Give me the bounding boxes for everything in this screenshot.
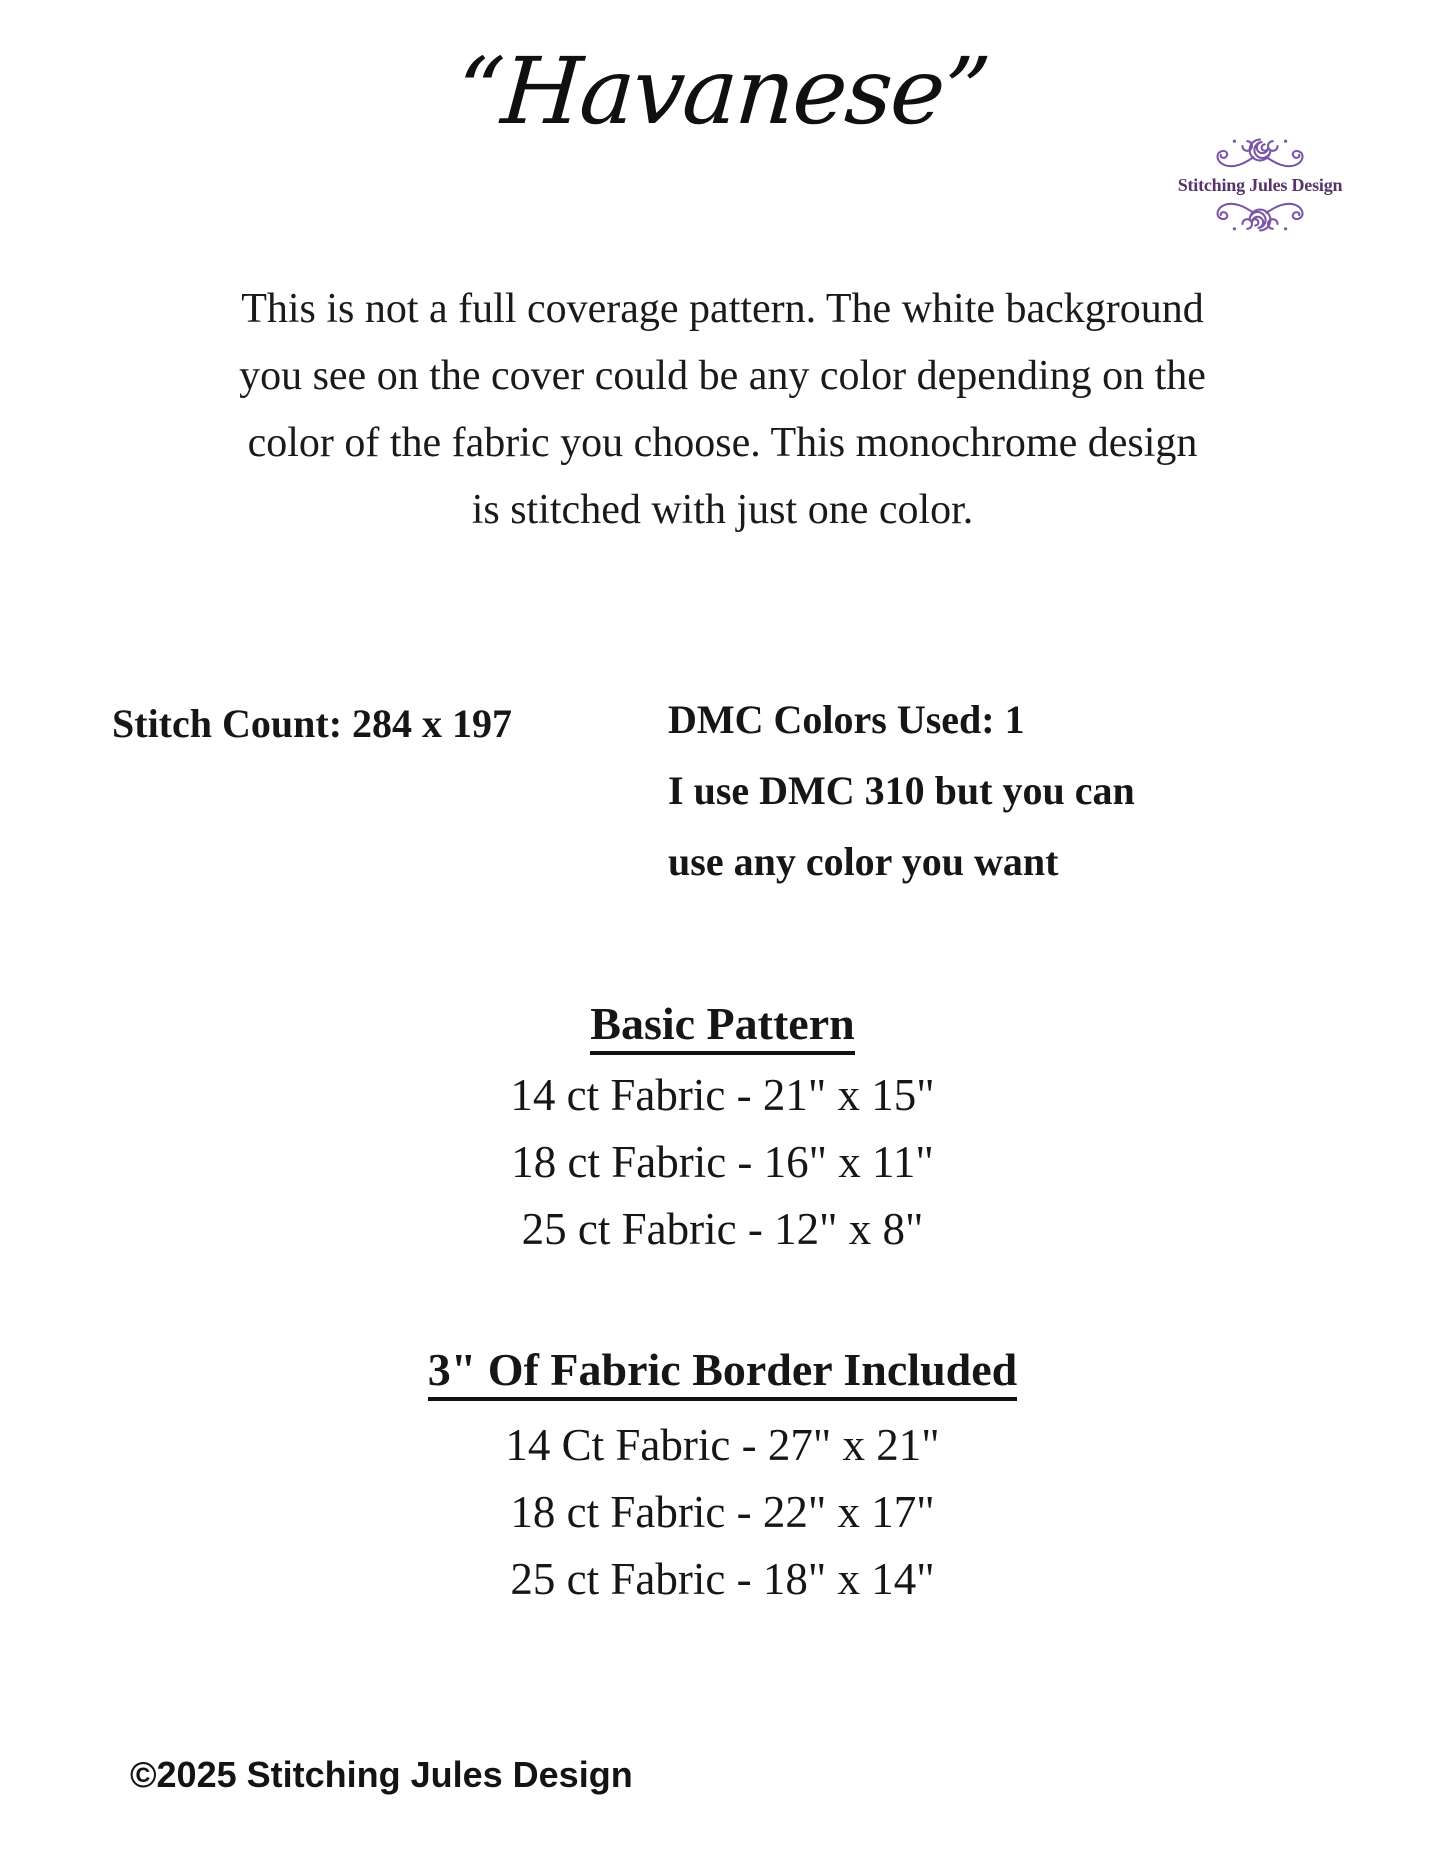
border-pattern-heading: 3" Of Fabric Border Included <box>0 1344 1445 1401</box>
dmc-line: DMC Colors Used: 1 <box>668 697 1025 742</box>
intro-line: you see on the cover could be any color depending on the <box>239 353 1206 399</box>
size-line: 14 Ct Fabric - 27" x 21" <box>505 1420 940 1470</box>
dmc-line: I use DMC 310 but you can <box>668 768 1135 813</box>
copyright-text: ©2025 Stitching Jules Design <box>130 1754 633 1795</box>
intro-line: color of the fabric you choose. This monochrome design <box>247 420 1198 466</box>
size-line: 18 ct Fabric - 22" x 17" <box>510 1487 935 1537</box>
size-line: 18 ct Fabric - 16" x 11" <box>511 1137 934 1187</box>
size-line: 25 ct Fabric - 18" x 14" <box>510 1554 935 1604</box>
size-line: 14 ct Fabric - 21" x 15" <box>510 1070 935 1120</box>
size-line: 25 ct Fabric - 12" x 8" <box>521 1204 924 1254</box>
flourish-top-icon <box>1204 134 1316 174</box>
brand-logo <box>1160 134 1360 236</box>
flourish-bottom-icon <box>1204 196 1316 236</box>
page-title: “Havanese” <box>453 38 992 145</box>
basic-pattern-sizes <box>0 1062 1445 1263</box>
border-pattern-sizes <box>0 1412 1445 1613</box>
brand-name: Stitching Jules Design <box>1177 175 1343 195</box>
intro-paragraph <box>0 276 1445 544</box>
dmc-colors-block <box>668 684 1135 897</box>
intro-line: is stitched with just one color. <box>471 487 974 533</box>
stitch-count-label: Stitch Count: 284 x 197 <box>112 701 513 746</box>
intro-line: This is not a full coverage pattern. The white background <box>241 286 1204 332</box>
dmc-line: use any color you want <box>668 839 1059 884</box>
basic-pattern-heading: Basic Pattern <box>0 998 1445 1055</box>
